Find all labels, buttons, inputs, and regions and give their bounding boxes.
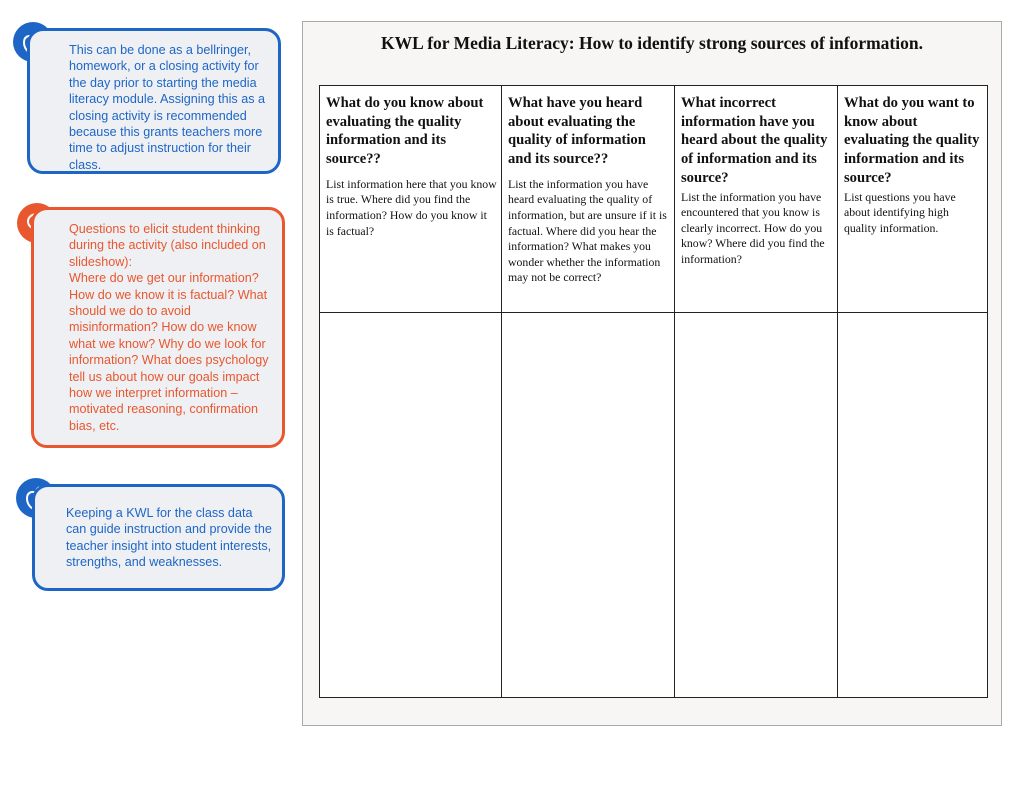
column-description: List questions you have about identifying high quality information. (844, 189, 956, 235)
note-text: This can be done as a bellringer, homework, or a closing activity for the day prior to starting the media literacy module. Assigning this as a closing activity is recommended because this grants teachers more time to adjust instruction for their class. (69, 43, 266, 172)
note-text: Keeping a KWL for the class data can guide instruction and provide the teacher insight into student interests, strengths, and weaknesses. (66, 506, 272, 570)
kwl-worksheet (302, 21, 1002, 726)
teacher-note-questions (31, 207, 285, 448)
column-heading: What have you heard about evaluating the quality of information and its source?? (508, 95, 646, 168)
column-know-header (320, 86, 502, 313)
note-questions-intro: Questions to elicit student thinking during the activity (also included on slideshow): (69, 222, 266, 269)
column-incorrect-response-area[interactable] (675, 313, 838, 697)
column-description: List the information you have encountered that you know is clearly incorrect. How do you know? Where did you find the information? (681, 189, 825, 266)
column-heard-header (502, 86, 675, 313)
teacher-note-class-data (32, 484, 285, 591)
kwl-table (319, 85, 988, 698)
column-know-response-area[interactable] (320, 313, 502, 697)
worksheet-title: KWL for Media Literacy: How to identify strong sources of information. (381, 33, 923, 53)
column-want-response-area[interactable] (838, 313, 987, 697)
column-description: List information here that you know is true. Where did you find the information? How do you know it is factual? (326, 176, 497, 238)
teacher-note-timing (27, 28, 281, 174)
column-heading: What do you want to know about evaluating the quality information and its source? (844, 95, 980, 186)
column-want-header (838, 86, 987, 313)
column-incorrect-header (675, 86, 838, 313)
column-heading: What incorrect information have you heard about the quality of information and its source? (681, 95, 828, 186)
column-description: List the information you have heard evaluating the quality of information, but are unsure if it is factual. Where did you hear the information? What makes you wonder whether the information may not be correct? (508, 176, 667, 285)
note-questions-list: Where do we get our information? How do we know it is factual? What should we do to avoid misinformation? How do we know what we know? Why do we look for information? What does psychology tell us about how our goals impact how we interpret information – motivated reasoning, confirmation bias, etc. (69, 271, 269, 433)
column-heading: What do you know about evaluating the quality information and its source?? (326, 95, 484, 168)
column-heard-response-area[interactable] (502, 313, 675, 697)
